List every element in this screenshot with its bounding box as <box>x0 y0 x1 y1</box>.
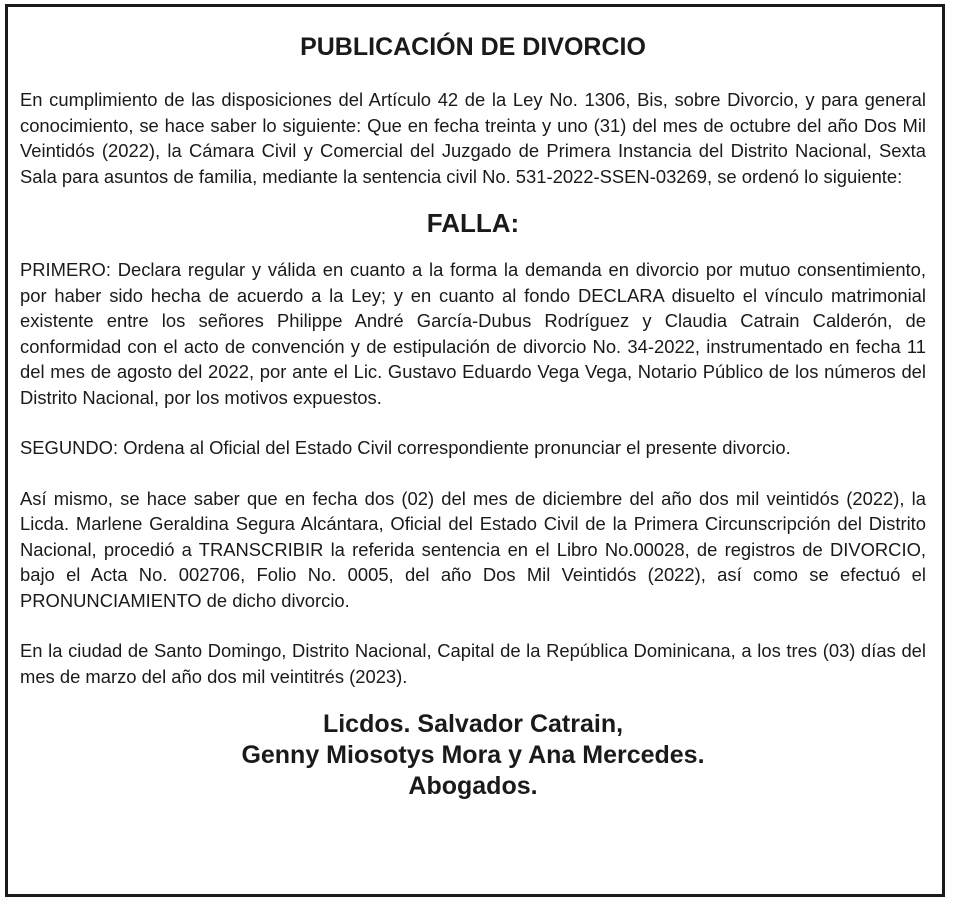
falla-heading: FALLA: <box>426 208 520 238</box>
notice-content <box>20 27 926 802</box>
intro-paragraph: En cumplimiento de las disposiciones del Artículo 42 de la Ley No. 1306, Bis, sobre Divorcio, y para general conocimiento, se hace saber lo siguiente: Que en fecha treinta y uno (31) del mes de octubre del año Dos Mil Veintidós (2022), la Cámara Civil y Comercial del Juzgado de Primera Instancia del Distrito Nacional, Sexta Sala para asuntos de familia, mediante la sentencia civil No. 531-2022-SSEN-03269, se ordenó lo siguiente: <box>20 89 926 187</box>
signature-block <box>20 709 926 802</box>
signature-line-3: Abogados. <box>408 772 538 800</box>
ciudad-paragraph: En la ciudad de Santo Domingo, Distrito Nacional, Capital de la República Dominicana, a los tres (03) días del mes de marzo del año dos mil veintitrés (2023). <box>20 640 926 687</box>
notice-title: PUBLICACIÓN DE DIVORCIO <box>300 33 646 61</box>
signature-line-2: Genny Miosotys Mora y Ana Mercedes. <box>241 741 705 769</box>
asi-mismo-paragraph: Así mismo, se hace saber que en fecha dos (02) del mes de diciembre del año dos mil veintidós (2022), la Licda. Marlene Geraldina Segura Alcántara, Oficial del Estado Civil de la Primera Circunscripción del Distrito Nacional, procedió a TRANSCRIBIR la referida sentencia en el Libro No.00028, de registros de DIVORCIO, bajo el Acta No. 002706, Folio No. 0005, del año Dos Mil Veintidós (2022), así como se efectuó el PRONUNCIAMIENTO de dicho divorcio. <box>20 487 926 611</box>
signature-line-1: Licdos. Salvador Catrain, <box>322 710 624 738</box>
primero-paragraph: PRIMERO: Declara regular y válida en cuanto a la forma la demanda en divorcio por mutuo consentimiento, por haber sido hecha de acuerdo a la Ley; y en cuanto al fondo DECLARA disuelto el vínculo matrimonial existente entre los señores Philippe André García-Dubus Rodríguez y Claudia Catrain Calderón, de conformidad con el acto de convención y de estipulación de divorcio No. 34-2022, instrumentado en fecha 11 del mes de agosto del 2022, por ante el Lic. Gustavo Eduardo Vega Vega, Notario Público de los números del Distrito Nacional, por los motivos expuestos. <box>20 259 926 408</box>
segundo-paragraph: SEGUNDO: Ordena al Oficial del Estado Civil correspondiente pronunciar el presente divorcio. <box>20 437 791 458</box>
